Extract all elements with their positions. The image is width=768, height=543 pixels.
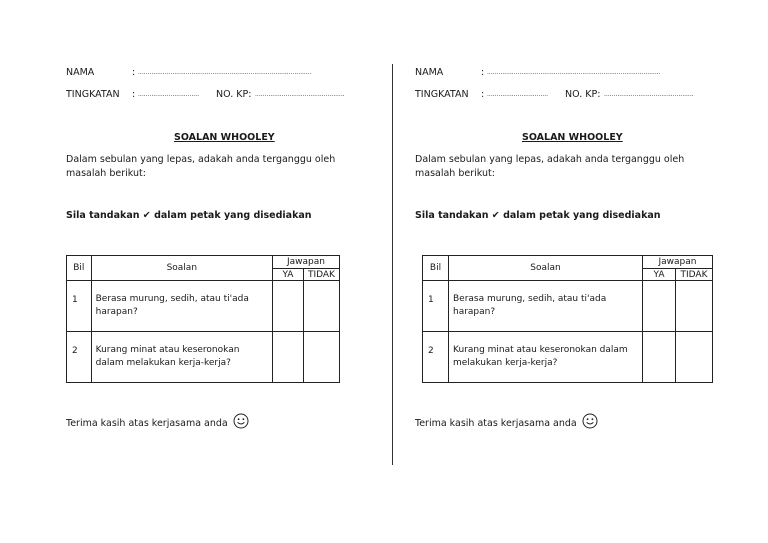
nama-field[interactable]: ........................................................................................... [138, 69, 312, 76]
smiley-icon [233, 413, 249, 429]
intro-text: Dalam sebulan yang lepas, adakah anda terganggu oleh masalah berikut: [66, 154, 336, 179]
thanks-line [415, 413, 598, 429]
tingkatan-label: TINGKATAN [66, 89, 120, 100]
ya-checkbox-cell[interactable] [273, 332, 304, 383]
thanks-line [66, 413, 249, 429]
header-ya: YA [643, 269, 676, 281]
question-table [422, 255, 713, 383]
header-tidak: TIDAK [303, 269, 339, 281]
tidak-checkbox-cell[interactable] [303, 332, 339, 383]
ya-checkbox-cell[interactable] [273, 281, 304, 332]
row-number: 2 [67, 332, 92, 383]
tingkatan-colon: : [481, 89, 485, 100]
nama-field[interactable]: ........................................................................................... [487, 69, 661, 76]
header-jawapan: Jawapan [273, 256, 340, 269]
nama-label: NAMA [66, 67, 95, 78]
row-question: Kurang minat atau keseronokan dalam melakukan kerja-kerja? [91, 332, 272, 383]
header-bil: Bil [67, 256, 92, 281]
row-number: 2 [423, 332, 449, 383]
nokp-field[interactable]: ............................................... [255, 91, 345, 98]
thanks-text: Terima kasih atas kerjasama anda [415, 418, 577, 429]
tingkatan-label: TINGKATAN [415, 89, 469, 100]
instruction-text: Sila tandakan ✔ dalam petak yang disediakan [66, 210, 312, 221]
tingkatan-colon: : [132, 89, 136, 100]
table-row [423, 332, 713, 383]
tidak-checkbox-cell[interactable] [676, 281, 713, 332]
table-row [423, 281, 713, 332]
nokp-field[interactable]: ............................................... [604, 91, 694, 98]
nama-label: NAMA [415, 67, 444, 78]
table-row [67, 332, 340, 383]
ya-checkbox-cell[interactable] [643, 281, 676, 332]
row-question: Berasa murung, sedih, atau ti'ada harapan? [449, 281, 643, 332]
instruction-text: Sila tandakan ✔ dalam petak yang disediakan [415, 210, 661, 221]
form-right [384, 0, 724, 543]
header-tidak: TIDAK [676, 269, 713, 281]
form-title: SOALAN WHOOLEY [174, 132, 275, 143]
header-jawapan: Jawapan [643, 256, 713, 269]
nokp-label: NO. KP: [565, 89, 601, 100]
row-number: 1 [423, 281, 449, 332]
nokp-label: NO. KP: [216, 89, 252, 100]
tingkatan-field[interactable]: ................................ [138, 91, 200, 98]
nama-colon: : [132, 67, 136, 78]
nama-colon: : [481, 67, 485, 78]
row-number: 1 [67, 281, 92, 332]
question-table [66, 255, 340, 383]
form-left [0, 0, 345, 543]
header-soalan: Soalan [449, 256, 643, 281]
header-bil: Bil [423, 256, 449, 281]
tingkatan-field[interactable]: ................................ [487, 91, 549, 98]
table-row [67, 281, 340, 332]
row-question: Berasa murung, sedih, atau ti'ada harapan? [91, 281, 272, 332]
row-question: Kurang minat atau keseronokan dalam melakukan kerja-kerja? [449, 332, 643, 383]
smiley-icon [582, 413, 598, 429]
ya-checkbox-cell[interactable] [643, 332, 676, 383]
intro-text: Dalam sebulan yang lepas, adakah anda terganggu oleh masalah berikut: [415, 154, 685, 179]
form-title: SOALAN WHOOLEY [522, 132, 623, 143]
header-soalan: Soalan [91, 256, 272, 281]
tidak-checkbox-cell[interactable] [676, 332, 713, 383]
thanks-text: Terima kasih atas kerjasama anda [66, 418, 228, 429]
header-ya: YA [273, 269, 304, 281]
tidak-checkbox-cell[interactable] [303, 281, 339, 332]
